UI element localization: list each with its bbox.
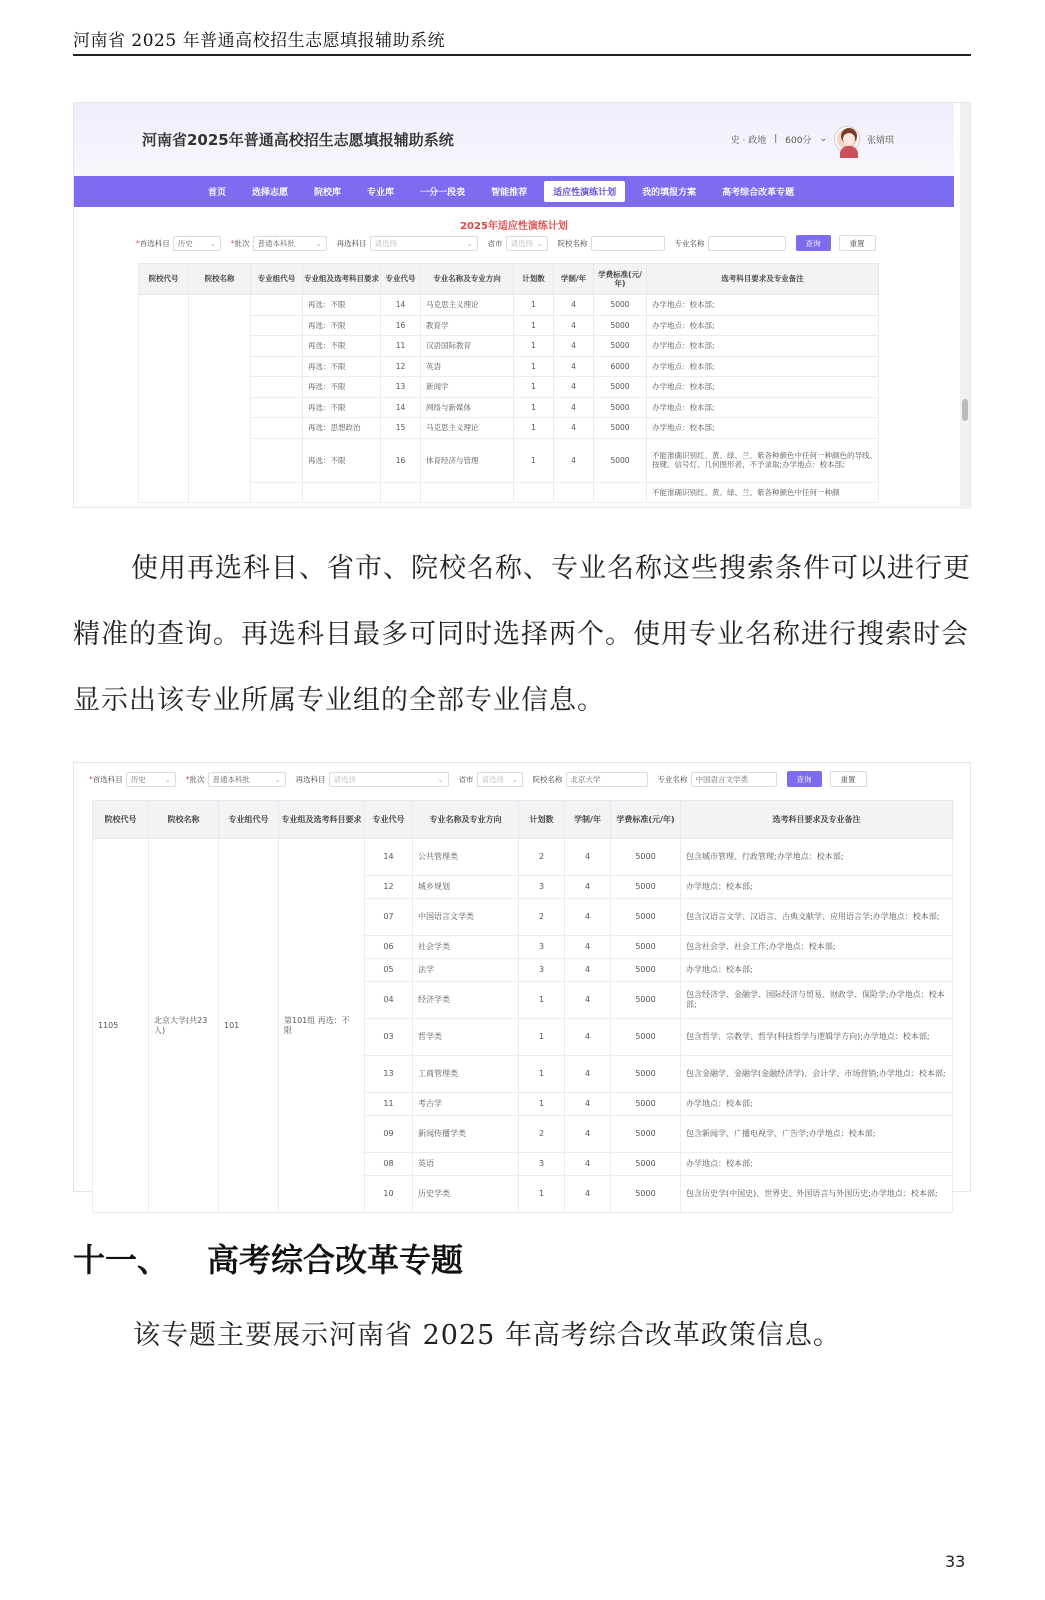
cell-plan: 3	[519, 959, 565, 982]
section-description: 该专题主要展示河南省 2025 年高考综合改革政策信息。	[133, 1320, 841, 1351]
chevron-down-icon: ⌄	[536, 239, 543, 248]
first-subject-select[interactable]: 历史 ⌄	[173, 236, 221, 251]
column-header: 计划数	[519, 801, 565, 839]
cell-name: 历史学类	[413, 1176, 519, 1213]
user-name: 张婧琪	[866, 135, 894, 146]
column-header: 专业代号	[381, 264, 421, 295]
column-header: 选考科目要求及专业备注	[647, 264, 879, 295]
nav-item[interactable]: 一分一段表	[420, 188, 466, 198]
scrollbar-thumb[interactable]	[962, 399, 968, 421]
cell-name: 马克思主义理论	[421, 418, 514, 439]
cell-empty	[514, 482, 554, 503]
chevron-down-icon: ⌄	[164, 775, 171, 784]
chevron-down-icon: ⌄	[466, 239, 473, 248]
cell-code: 04	[365, 982, 413, 1019]
cell-fee: 5000	[611, 899, 681, 936]
column-header: 专业组及选考科目要求	[303, 264, 381, 295]
major-name-input[interactable]: 中国语言文学类	[691, 772, 777, 787]
user-info[interactable]	[731, 127, 894, 151]
cell-note: 包含历史学(中国史)、世界史、外国语言与外国历史;办学地点：校本部;	[681, 1176, 953, 1213]
cell-plan: 1	[514, 336, 554, 357]
batch-label: *批次	[230, 238, 250, 248]
cell-plan: 2	[519, 899, 565, 936]
cell-name: 汉语国际教育	[421, 336, 514, 357]
cell-fee: 5000	[611, 936, 681, 959]
cell-code: 08	[365, 1153, 413, 1176]
school-code-cell: 1105	[93, 839, 149, 1213]
cell-years: 4	[565, 876, 611, 899]
cell-empty	[594, 482, 647, 503]
column-header: 院校名称	[149, 801, 219, 839]
cell-note: 包含新闻学、广播电视学、广告学;办学地点：校本部;	[681, 1116, 953, 1153]
cell-code: 16	[381, 315, 421, 336]
cell-note: 办学地点：校本部;	[647, 397, 879, 418]
cell-req: 再选：思想政治	[303, 418, 381, 439]
cell-name: 网络与新媒体	[421, 397, 514, 418]
section-heading	[73, 1235, 463, 1281]
school-name-input[interactable]	[591, 236, 665, 251]
cell-plan: 1	[519, 1093, 565, 1116]
table-row[interactable]	[139, 295, 879, 316]
cell-empty	[303, 482, 381, 503]
filter-bar	[89, 771, 867, 787]
filter-bar	[136, 235, 876, 251]
cell-note: 包含金融学、金融学(金融经济学)、会计学、市场营销;办学地点：校本部;	[681, 1056, 953, 1093]
cell-name: 城乡规划	[413, 876, 519, 899]
cell-fee: 5000	[611, 1019, 681, 1056]
cell-note: 包含哲学、宗教学、哲学(科技哲学与逻辑学方向);办学地点：校本部;	[681, 1019, 953, 1056]
cell-plan: 1	[519, 1056, 565, 1093]
cell-name: 法学	[413, 959, 519, 982]
cell-note: 不能准确识别红、黄、绿、兰、紫各种颜色中任何一种颜	[647, 482, 879, 503]
cell-code: 12	[365, 876, 413, 899]
group-code-cell	[251, 356, 303, 377]
cell-note: 办学地点：校本部;	[647, 377, 879, 398]
cell-years: 4	[565, 1153, 611, 1176]
screenshot-plan-list	[73, 102, 971, 508]
group-code-cell	[251, 377, 303, 398]
column-header: 学费标准(元/年)	[594, 264, 647, 295]
nav-item[interactable]: 我的填报方案	[642, 188, 697, 198]
cell-code: 14	[381, 295, 421, 316]
nav-item[interactable]: 高考综合改革专题	[722, 188, 795, 198]
cell-req: 再选：不限	[303, 438, 381, 482]
cell-plan: 1	[514, 356, 554, 377]
school-name-input[interactable]: 北京大学	[566, 772, 648, 787]
column-header: 专业代号	[365, 801, 413, 839]
column-header: 学制/年	[565, 801, 611, 839]
cell-fee: 5000	[594, 438, 647, 482]
cell-plan: 3	[519, 876, 565, 899]
first-subject-label: *首选科目	[136, 238, 170, 248]
cell-plan: 1	[514, 397, 554, 418]
cell-fee: 5000	[611, 959, 681, 982]
cell-plan: 1	[519, 1176, 565, 1213]
cell-empty	[421, 482, 514, 503]
table-header-row	[93, 801, 953, 839]
cell-years: 4	[554, 295, 594, 316]
app-title: 河南省2025年普通高校招生志愿填报辅助系统	[142, 131, 454, 149]
nav-item[interactable]: 专业库	[367, 188, 395, 198]
cell-years: 4	[554, 438, 594, 482]
section-title: 高考综合改革专题	[207, 1241, 464, 1279]
column-header: 专业名称及专业方向	[421, 264, 514, 295]
group-code-cell	[251, 336, 303, 357]
cell-years: 4	[565, 1056, 611, 1093]
cell-years: 4	[554, 418, 594, 439]
cell-years: 4	[565, 1116, 611, 1153]
cell-plan: 1	[514, 295, 554, 316]
cell-fee: 6000	[594, 356, 647, 377]
school-name-label: 院校名称	[532, 774, 563, 784]
province-select[interactable]: 请选择 ⌄	[477, 772, 523, 787]
cell-code: 03	[365, 1019, 413, 1056]
cell-fee: 5000	[594, 336, 647, 357]
cell-plan: 3	[519, 1153, 565, 1176]
plan-table	[138, 263, 879, 503]
chevron-down-icon: ⌄	[209, 239, 216, 248]
nav-item[interactable]: 适应性演练计划	[544, 181, 625, 202]
cell-fee: 5000	[611, 1176, 681, 1213]
cell-name: 英语	[413, 1153, 519, 1176]
cell-name: 教育学	[421, 315, 514, 336]
cell-code: 06	[365, 936, 413, 959]
avatar[interactable]	[835, 127, 859, 151]
school-name-cell: 北京大学(共23人)	[149, 839, 219, 1213]
group-code-cell: 101	[219, 839, 279, 1213]
cell-fee: 5000	[611, 982, 681, 1019]
cell-note: 办学地点：校本部;	[681, 876, 953, 899]
column-header: 学制/年	[554, 264, 594, 295]
nav-item[interactable]: 选择志愿	[252, 188, 289, 198]
screenshot-search-result	[73, 762, 971, 1198]
app-header	[74, 103, 954, 176]
cell-fee: 5000	[611, 839, 681, 876]
cell-empty	[251, 482, 303, 503]
column-header: 院校代号	[93, 801, 149, 839]
cell-fee: 5000	[611, 1056, 681, 1093]
cell-code: 05	[365, 959, 413, 982]
chevron-down-icon: ⌄	[437, 775, 444, 784]
cell-years: 4	[565, 959, 611, 982]
cell-note: 办学地点：校本部;	[647, 418, 879, 439]
user-subjects: 史 · 政地	[730, 135, 767, 146]
plan-title: 2025年适应性演练计划	[460, 221, 568, 232]
first-subject-select[interactable]: 历史 ⌄	[126, 772, 176, 787]
column-header: 专业名称及专业方向	[413, 801, 519, 839]
cell-code: 15	[381, 418, 421, 439]
cell-note: 办学地点：校本部;	[647, 336, 879, 357]
cell-fee: 5000	[594, 377, 647, 398]
cell-code: 16	[381, 438, 421, 482]
cell-name: 马克思主义理论	[421, 295, 514, 316]
query-button[interactable]: 查询	[796, 235, 831, 251]
group-code-cell	[251, 418, 303, 439]
column-header: 学费标准(元/年)	[611, 801, 681, 839]
cell-code: 13	[365, 1056, 413, 1093]
cell-fee: 5000	[594, 418, 647, 439]
group-code-cell	[251, 315, 303, 336]
nav-item[interactable]: 院校库	[314, 188, 342, 198]
cell-fee: 5000	[594, 315, 647, 336]
column-header: 院校名称	[189, 264, 251, 295]
reset-button[interactable]: 重置	[830, 771, 867, 787]
cell-code: 07	[365, 899, 413, 936]
chevron-down-icon: ⌄	[315, 239, 322, 248]
cell-note: 包含经济学、金融学、国际经济与贸易、财政学、保险学;办学地点：校本部;	[681, 982, 953, 1019]
cell-code: 12	[381, 356, 421, 377]
main-nav	[74, 176, 954, 207]
cell-note: 包含汉语言文学、汉语言、古典文献学、应用语言学;办学地点：校本部;	[681, 899, 953, 936]
column-header: 专业组代号	[219, 801, 279, 839]
batch-label: *批次	[185, 774, 205, 784]
cell-plan: 1	[514, 315, 554, 336]
cell-name: 考古学	[413, 1093, 519, 1116]
cell-req: 再选：不限	[303, 377, 381, 398]
cell-plan: 2	[519, 1116, 565, 1153]
province-label: 省市	[487, 238, 503, 248]
cell-name: 新闻传播学类	[413, 1116, 519, 1153]
body-paragraph: 使用再选科目、省市、院校名称、专业名称这些搜索条件可以进行更精准的查询。再选科目最多可同时选择两个。使用专业名称进行搜索时会显示出该专业所属专业组的全部专业信息。	[73, 553, 971, 716]
cell-code: 14	[381, 397, 421, 418]
chevron-down-icon: ⌄	[274, 775, 281, 784]
cell-plan: 1	[514, 438, 554, 482]
cell-name: 哲学类	[413, 1019, 519, 1056]
batch-select[interactable]: 普通本科批 ⌄	[253, 236, 327, 251]
cell-name: 经济学类	[413, 982, 519, 1019]
cell-years: 4	[554, 377, 594, 398]
cell-code: 11	[365, 1093, 413, 1116]
cell-plan: 1	[514, 377, 554, 398]
cell-years: 4	[554, 356, 594, 377]
cell-years: 4	[554, 336, 594, 357]
second-subject-select[interactable]: 请选择 ⌄	[370, 236, 478, 251]
cell-plan: 1	[519, 1019, 565, 1056]
table-header-row	[139, 264, 879, 295]
user-separator: |	[774, 134, 778, 144]
section-number: 十一、	[73, 1241, 170, 1279]
cell-note: 包含社会学、社会工作;办学地点：校本部;	[681, 936, 953, 959]
cell-code: 13	[381, 377, 421, 398]
column-header: 专业组代号	[251, 264, 303, 295]
cell-years: 4	[565, 982, 611, 1019]
nav-item[interactable]: 首页	[208, 188, 227, 198]
column-header: 选考科目要求及专业备注	[681, 801, 953, 839]
major-name-input[interactable]	[708, 236, 786, 251]
major-name-label: 专业名称	[674, 238, 705, 248]
chevron-down-icon: ⌄	[511, 775, 518, 784]
cell-req: 再选：不限	[303, 315, 381, 336]
cell-years: 4	[565, 899, 611, 936]
cell-years: 4	[565, 1093, 611, 1116]
second-subject-label: 再选科目	[336, 238, 367, 248]
query-button[interactable]: 查询	[787, 771, 822, 787]
cell-name: 英语	[421, 356, 514, 377]
cell-plan: 3	[519, 936, 565, 959]
school-code-cell	[139, 295, 189, 503]
reset-button[interactable]: 重置	[839, 235, 876, 251]
cell-name: 公共管理类	[413, 839, 519, 876]
group-code-cell	[251, 397, 303, 418]
cell-plan: 1	[514, 418, 554, 439]
cell-years: 4	[554, 397, 594, 418]
cell-req: 再选：不限	[303, 336, 381, 357]
cell-note: 办学地点：校本部;	[681, 959, 953, 982]
province-select[interactable]: 请选择 ⌄	[506, 236, 548, 251]
cell-name: 新闻学	[421, 377, 514, 398]
cell-fee: 5000	[611, 1093, 681, 1116]
cell-years: 4	[565, 839, 611, 876]
table-row[interactable]	[93, 839, 953, 876]
cell-req: 再选：不限	[303, 397, 381, 418]
cell-note: 不能准确识别红、黄、绿、兰、紫各种颜色中任何一种颜色的导线、按键、信号灯、几何图形者，不予录取;办学地点：校本部;	[647, 438, 879, 482]
cell-empty	[554, 482, 594, 503]
chevron-down-icon[interactable]: ⌄	[819, 134, 827, 144]
cell-fee: 5000	[611, 1116, 681, 1153]
cell-code: 09	[365, 1116, 413, 1153]
user-score: 600分	[785, 135, 812, 146]
cell-note: 办学地点：校本部;	[681, 1153, 953, 1176]
cell-req: 再选：不限	[303, 356, 381, 377]
cell-plan: 2	[519, 839, 565, 876]
cell-years: 4	[565, 1019, 611, 1056]
cell-code: 11	[381, 336, 421, 357]
major-name-label: 专业名称	[657, 774, 688, 784]
column-header: 专业组及选考科目要求	[279, 801, 365, 839]
cell-note: 包含城市管理、行政管理;办学地点：校本部;	[681, 839, 953, 876]
cell-name: 中国语言文学类	[413, 899, 519, 936]
column-header: 院校代号	[139, 264, 189, 295]
page-header	[73, 20, 971, 56]
cell-years: 4	[565, 936, 611, 959]
cell-fee: 5000	[611, 876, 681, 899]
cell-note: 办学地点：校本部;	[647, 315, 879, 336]
scrollbar[interactable]	[960, 103, 970, 509]
cell-code: 10	[365, 1176, 413, 1213]
cell-fee: 5000	[611, 1153, 681, 1176]
cell-empty	[381, 482, 421, 503]
cell-years: 4	[554, 315, 594, 336]
result-table	[92, 800, 953, 1213]
cell-note: 办学地点：校本部;	[681, 1093, 953, 1116]
school-name-label: 院校名称	[557, 238, 588, 248]
group-code-cell	[251, 295, 303, 316]
page-number: 33	[945, 1552, 966, 1571]
province-label: 省市	[458, 774, 474, 784]
page-header-title: 河南省 2025 年普通高校招生志愿填报辅助系统	[73, 31, 446, 51]
group-req-cell: 第101组 再选：不限	[279, 839, 365, 1213]
cell-fee: 5000	[594, 397, 647, 418]
cell-name: 工商管理类	[413, 1056, 519, 1093]
cell-fee: 5000	[594, 295, 647, 316]
cell-years: 4	[565, 1176, 611, 1213]
nav-item[interactable]: 智能推荐	[491, 188, 528, 198]
cell-name: 体育经济与管理	[421, 438, 514, 482]
batch-select[interactable]: 普通本科批 ⌄	[208, 772, 286, 787]
second-subject-select[interactable]: 请选择 ⌄	[329, 772, 449, 787]
cell-req: 再选：不限	[303, 295, 381, 316]
first-subject-label: *首选科目	[89, 774, 123, 784]
second-subject-label: 再选科目	[295, 774, 326, 784]
group-code-cell	[251, 438, 303, 482]
cell-plan: 1	[519, 982, 565, 1019]
cell-code: 14	[365, 839, 413, 876]
school-name-cell	[189, 295, 251, 503]
column-header: 计划数	[514, 264, 554, 295]
cell-name: 社会学类	[413, 936, 519, 959]
cell-note: 办学地点：校本部;	[647, 295, 879, 316]
cell-note: 办学地点：校本部;	[647, 356, 879, 377]
